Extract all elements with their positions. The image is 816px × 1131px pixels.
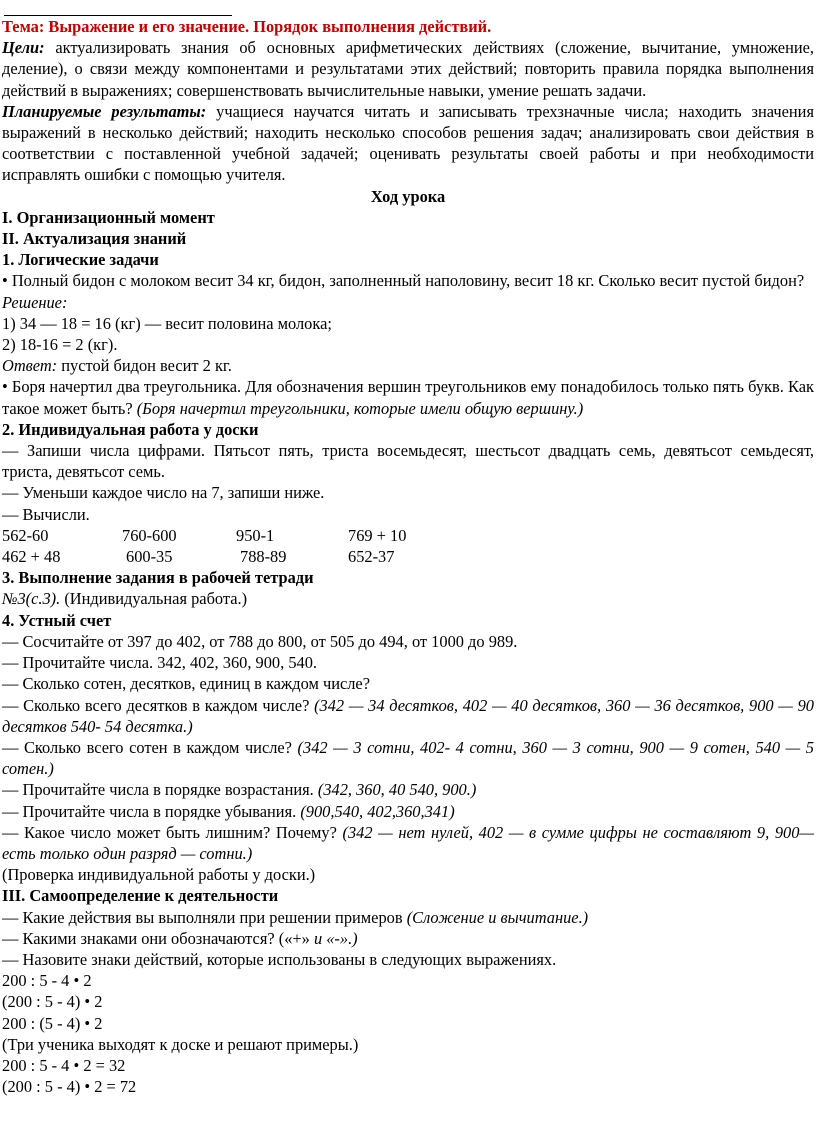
expression-1: 200 : 5 - 4 • 2 — [2, 971, 92, 991]
task-2-answer: (Боря начертил треугольники, которые имели общую вершину.) — [136, 398, 584, 418]
task-2 — [2, 376, 814, 418]
calc-row-2 — [2, 546, 814, 567]
topic-line — [2, 16, 814, 37]
oral-item-4-text: — Сколько всего десятков в каждом числе? — [2, 695, 315, 715]
oral-item-4-answer: (342 — 34 десятков, 402 — 40 десятков, 360 — 36 десятков, 900 — 90 десятков 540- 54 десятка.) — [2, 695, 814, 736]
answer-label: Ответ: — [2, 356, 58, 376]
task-1: • Полный бидон с молоком весит 34 кг, бидон, заполненный наполовину, весит 18 кг. Сколько весит пустой бидон? — [2, 271, 805, 291]
section-2-heading: II. Актуализация знаний — [2, 229, 187, 249]
oral-item-6-text: — Прочитайте числа в порядке возрастания. — [2, 780, 318, 800]
oral-item-2: — Прочитайте числа. 342, 402, 360, 900, 540. — [2, 653, 317, 673]
exercise-ref: №3(с.3). — [2, 589, 61, 609]
oral-item-5 — [2, 737, 814, 779]
answer-text: пустой бидон весит 2 кг. — [57, 356, 232, 376]
lesson-heading: Ход урока — [370, 186, 446, 206]
individual-task-3: — Вычисли. — [2, 504, 90, 524]
self-item-3: — Назовите знаки действий, которые использованы в следующих выражениях. — [2, 949, 557, 969]
calc-cell: 760-600 — [122, 525, 177, 545]
goals-paragraph — [2, 37, 814, 101]
goals-text: актуализировать знания об основных арифметических действиях (сложение, вычитание, умножение, деление), о связи между компонентами и результатами этих действий; повторить правила порядка выполнения действий в выражениях; совершенствовать вычислительные навыки, умение решать задачи. — [2, 38, 814, 100]
oral-item-5-answer: (342 — 3 сотни, 402- 4 сотни, 360 — 3 сотни, 900 — 9 сотен, 540 — 5 сотен.) — [2, 737, 814, 779]
self-item-1-text: — Какие действия вы выполняли при решении примеров — [2, 907, 407, 927]
calc-cell: 462 + 48 — [2, 547, 61, 567]
oral-item-8-answer: (342 — нет нулей, 402 — в сумме цифры не составляют 9, 900— есть только один разряд — сотни.) — [2, 822, 814, 863]
self-item-2-text: — Какими знаками они обозначаются? («+» — [2, 928, 314, 948]
solution-step-2: 2) 18-16 = 2 (кг). — [2, 335, 118, 355]
oral-item-7-answer: (900,540, 402,360,341) — [300, 801, 455, 821]
oral-item-8 — [2, 822, 814, 864]
exercise-note: (Индивидуальная работа.) — [60, 589, 248, 609]
topic-label: Тема: — [2, 17, 45, 36]
self-item-1 — [2, 907, 814, 928]
result-2: (200 : 5 - 4) • 2 = 72 — [2, 1077, 137, 1097]
results-text: учащиеся научатся читать и записывать трехзначные числа; находить значения выражений в несколько действий; находить несколько способов решения задач; анализировать свои действия в соответствии с поставленной учебной задачей; оценивать результаты своей работы и при необходимости исправлять ошибки с помощью учителя. — [2, 101, 814, 185]
individual-task-2: — Уменьши каждое число на 7, запиши ниже. — [2, 483, 325, 503]
oral-item-1: — Сосчитайте от 397 до 402, от 788 до 800, от 505 до 494, от 1000 до 989. — [2, 631, 518, 651]
answer-line — [2, 355, 814, 376]
calc-row-1 — [2, 525, 814, 546]
subsection-3-heading: 3. Выполнение задания в рабочей тетради — [2, 568, 314, 588]
calc-cell: 788-89 — [240, 547, 287, 567]
board-note: (Три ученика выходят к доске и решают примеры.) — [2, 1034, 359, 1054]
calc-cell: 950-1 — [236, 525, 275, 545]
task-2-text: • Боря начертил два треугольника. Для обозначения вершин треугольников ему понадобилось только пять букв. Как такое может быть? — [2, 377, 814, 418]
result-1: 200 : 5 - 4 • 2 = 32 — [2, 1055, 126, 1075]
calc-cell: 652-37 — [348, 547, 395, 567]
oral-item-7 — [2, 801, 814, 822]
subsection-4-heading: 4. Устный счет — [2, 610, 112, 630]
topic-text: Выражение и его значение. Порядок выполнения действий. — [48, 17, 492, 36]
self-item-1-answer: (Сложение и вычитание.) — [406, 907, 589, 927]
solution-label: Решение: — [2, 292, 68, 312]
self-item-2 — [2, 928, 814, 949]
exercise-line — [2, 588, 814, 609]
expression-3: 200 : (5 - 4) • 2 — [2, 1013, 103, 1033]
oral-item-4 — [2, 695, 814, 737]
document-content — [2, 16, 814, 1097]
section-3-heading: III. Самоопределение к деятельности — [2, 886, 279, 906]
calc-cell: 562-60 — [2, 525, 49, 545]
results-paragraph — [2, 101, 814, 186]
oral-item-6 — [2, 779, 814, 800]
board-check-note: (Проверка индивидуальной работы у доски.) — [2, 865, 316, 885]
solution-step-1: 1) 34 — 18 = 16 (кг) — весит половина молока; — [2, 313, 332, 333]
oral-item-7-text: — Прочитайте числа в порядке убывания. — [2, 801, 301, 821]
oral-item-8-text: — Какое число может быть лишним? Почему? — [2, 822, 343, 842]
results-label: Планируемые результаты: — [2, 101, 207, 121]
oral-item-3: — Сколько сотен, десятков, единиц в каждом числе? — [2, 674, 370, 694]
self-item-2-answer: и «-».) — [313, 928, 358, 948]
subsection-1-heading: 1. Логические задачи — [2, 250, 159, 270]
oral-item-5-text: — Сколько всего сотен в каждом числе? — [2, 737, 298, 757]
section-1-heading: I. Организационный момент — [2, 207, 215, 227]
expression-2: (200 : 5 - 4) • 2 — [2, 992, 103, 1012]
oral-item-6-answer: (342, 360, 40 540, 900.) — [317, 780, 477, 800]
calc-cell: 600-35 — [126, 547, 173, 567]
goals-label: Цели: — [2, 38, 45, 58]
calc-cell: 769 + 10 — [348, 525, 407, 545]
individual-task-1: — Запиши числа цифрами. Пятьсот пять, триста восемьдесят, шестьсот двадцать семь, девятьсот семьдесят, триста, девятьсот семь. — [2, 441, 814, 482]
subsection-2-heading: 2. Индивидуальная работа у доски — [2, 419, 259, 439]
